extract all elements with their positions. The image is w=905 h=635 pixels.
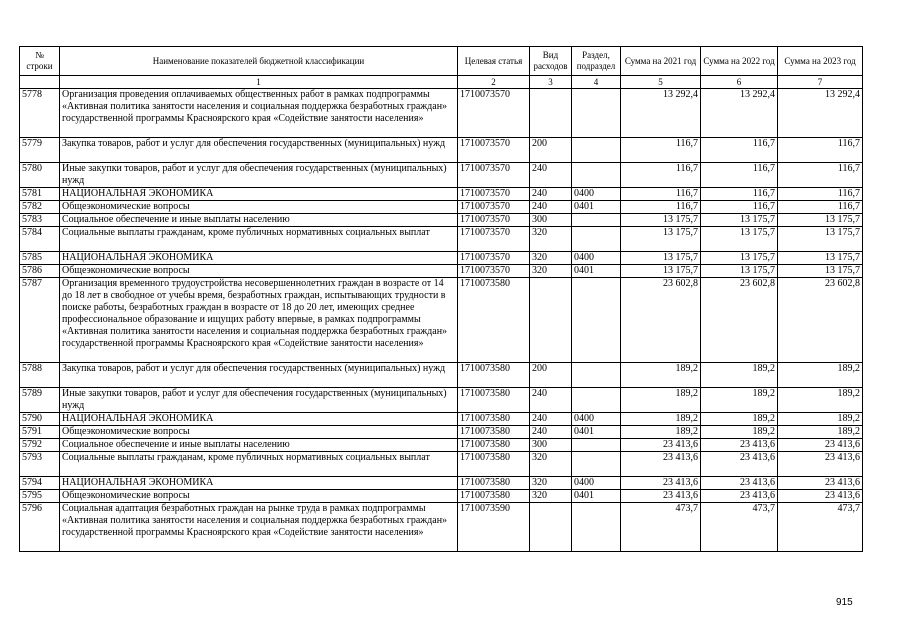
row-sum-2021: 13 175,7 bbox=[621, 227, 701, 252]
row-number: 5793 bbox=[20, 452, 60, 477]
row-section bbox=[572, 214, 621, 227]
row-name: Иные закупки товаров, работ и услуг для обеспечения государственных (муниципальных) нужд bbox=[60, 163, 458, 188]
column-number-row bbox=[20, 76, 863, 89]
row-section bbox=[572, 227, 621, 252]
row-expense-type: 320 bbox=[530, 477, 572, 490]
row-number: 5778 bbox=[20, 89, 60, 138]
table-row bbox=[20, 188, 863, 201]
row-sum-2021: 13 175,7 bbox=[621, 252, 701, 265]
row-sum-2023: 13 175,7 bbox=[778, 252, 863, 265]
row-sum-2022: 23 413,6 bbox=[701, 452, 778, 477]
row-section: 0400 bbox=[572, 477, 621, 490]
row-number: 5789 bbox=[20, 388, 60, 413]
row-name: НАЦИОНАЛЬНАЯ ЭКОНОМИКА bbox=[60, 477, 458, 490]
table-body bbox=[20, 89, 863, 552]
row-sum-2021: 116,7 bbox=[621, 188, 701, 201]
row-expense-type: 240 bbox=[530, 201, 572, 214]
header-sum-2021: Сумма на 2021 год bbox=[621, 47, 701, 76]
row-name: Иные закупки товаров, работ и услуг для обеспечения государственных (муниципальных) нужд bbox=[60, 388, 458, 413]
row-section bbox=[572, 278, 621, 363]
table-row bbox=[20, 163, 863, 188]
row-expense-type: 320 bbox=[530, 252, 572, 265]
row-section bbox=[572, 452, 621, 477]
row-number: 5792 bbox=[20, 439, 60, 452]
row-expense-type: 320 bbox=[530, 452, 572, 477]
row-target-code: 1710073570 bbox=[458, 265, 530, 278]
row-sum-2021: 473,7 bbox=[621, 503, 701, 552]
row-sum-2022: 13 175,7 bbox=[701, 252, 778, 265]
row-name: Социальная адаптация безработных граждан на рынке труда в рамках подпрограммы «Активная политика занятости населения и социальная поддержка безработных граждан» государственной программы Красноярского края «Содействие занятости населения» bbox=[60, 503, 458, 552]
table-row bbox=[20, 252, 863, 265]
table-row bbox=[20, 452, 863, 477]
row-expense-type bbox=[530, 503, 572, 552]
row-sum-2022: 23 602,8 bbox=[701, 278, 778, 363]
row-sum-2023: 116,7 bbox=[778, 163, 863, 188]
row-sum-2021: 116,7 bbox=[621, 201, 701, 214]
row-target-code: 1710073570 bbox=[458, 252, 530, 265]
row-expense-type: 320 bbox=[530, 265, 572, 278]
row-sum-2023: 116,7 bbox=[778, 188, 863, 201]
row-number: 5786 bbox=[20, 265, 60, 278]
row-name: Общеэкономические вопросы bbox=[60, 201, 458, 214]
table-row bbox=[20, 426, 863, 439]
row-target-code: 1710073580 bbox=[458, 452, 530, 477]
row-sum-2023: 13 175,7 bbox=[778, 227, 863, 252]
row-target-code: 1710073580 bbox=[458, 388, 530, 413]
table-row bbox=[20, 89, 863, 138]
row-number: 5781 bbox=[20, 188, 60, 201]
row-sum-2022: 189,2 bbox=[701, 413, 778, 426]
row-name: Социальные выплаты гражданам, кроме публичных нормативных социальных выплат bbox=[60, 227, 458, 252]
row-sum-2023: 23 413,6 bbox=[778, 439, 863, 452]
row-sum-2023: 13 292,4 bbox=[778, 89, 863, 138]
column-number: 3 bbox=[530, 76, 572, 89]
row-target-code: 1710073580 bbox=[458, 363, 530, 388]
table-row bbox=[20, 265, 863, 278]
row-sum-2023: 23 602,8 bbox=[778, 278, 863, 363]
row-target-code: 1710073580 bbox=[458, 413, 530, 426]
table-row bbox=[20, 363, 863, 388]
row-section: 0400 bbox=[572, 188, 621, 201]
row-section: 0401 bbox=[572, 201, 621, 214]
row-number: 5785 bbox=[20, 252, 60, 265]
row-name: Общеэкономические вопросы bbox=[60, 265, 458, 278]
row-sum-2023: 23 413,6 bbox=[778, 490, 863, 503]
row-sum-2022: 116,7 bbox=[701, 138, 778, 163]
row-sum-2021: 23 413,6 bbox=[621, 439, 701, 452]
table-row bbox=[20, 388, 863, 413]
row-sum-2023: 473,7 bbox=[778, 503, 863, 552]
row-sum-2022: 13 175,7 bbox=[701, 214, 778, 227]
table-row bbox=[20, 490, 863, 503]
row-expense-type bbox=[530, 89, 572, 138]
column-number: 5 bbox=[621, 76, 701, 89]
row-expense-type bbox=[530, 278, 572, 363]
row-name: Общеэкономические вопросы bbox=[60, 426, 458, 439]
column-number bbox=[20, 76, 60, 89]
row-name: Закупка товаров, работ и услуг для обеспечения государственных (муниципальных) нужд bbox=[60, 363, 458, 388]
row-sum-2023: 13 175,7 bbox=[778, 265, 863, 278]
row-sum-2022: 189,2 bbox=[701, 426, 778, 439]
table-row bbox=[20, 439, 863, 452]
column-number: 6 bbox=[701, 76, 778, 89]
row-expense-type: 200 bbox=[530, 363, 572, 388]
table-row bbox=[20, 138, 863, 163]
row-sum-2023: 13 175,7 bbox=[778, 214, 863, 227]
header-vid: Вид расходов bbox=[530, 47, 572, 76]
row-name: Социальные выплаты гражданам, кроме публичных нормативных социальных выплат bbox=[60, 452, 458, 477]
row-number: 5780 bbox=[20, 163, 60, 188]
row-sum-2022: 116,7 bbox=[701, 163, 778, 188]
row-number: 5783 bbox=[20, 214, 60, 227]
row-number: 5788 bbox=[20, 363, 60, 388]
row-number: 5790 bbox=[20, 413, 60, 426]
row-sum-2022: 189,2 bbox=[701, 388, 778, 413]
row-name: Закупка товаров, работ и услуг для обеспечения государственных (муниципальных) нужд bbox=[60, 138, 458, 163]
row-target-code: 1710073580 bbox=[458, 426, 530, 439]
row-sum-2021: 23 413,6 bbox=[621, 452, 701, 477]
row-expense-type: 240 bbox=[530, 163, 572, 188]
row-number: 5787 bbox=[20, 278, 60, 363]
column-number: 2 bbox=[458, 76, 530, 89]
page-number: 915 bbox=[836, 597, 853, 608]
row-target-code: 1710073570 bbox=[458, 188, 530, 201]
row-target-code: 1710073590 bbox=[458, 503, 530, 552]
row-sum-2022: 116,7 bbox=[701, 188, 778, 201]
row-section bbox=[572, 363, 621, 388]
column-number: 1 bbox=[60, 76, 458, 89]
row-sum-2022: 23 413,6 bbox=[701, 439, 778, 452]
row-expense-type: 300 bbox=[530, 214, 572, 227]
table-row bbox=[20, 413, 863, 426]
row-target-code: 1710073580 bbox=[458, 490, 530, 503]
row-sum-2021: 23 413,6 bbox=[621, 477, 701, 490]
row-target-code: 1710073570 bbox=[458, 227, 530, 252]
table-row bbox=[20, 201, 863, 214]
row-section: 0401 bbox=[572, 426, 621, 439]
row-sum-2023: 23 413,6 bbox=[778, 452, 863, 477]
row-name: Общеэкономические вопросы bbox=[60, 490, 458, 503]
row-sum-2021: 189,2 bbox=[621, 388, 701, 413]
row-expense-type: 240 bbox=[530, 426, 572, 439]
column-number: 4 bbox=[572, 76, 621, 89]
header-num: № строки bbox=[20, 47, 60, 76]
row-expense-type: 300 bbox=[530, 439, 572, 452]
row-sum-2021: 13 175,7 bbox=[621, 214, 701, 227]
header-name: Наименование показателей бюджетной классификации bbox=[60, 47, 458, 76]
column-number: 7 bbox=[778, 76, 863, 89]
row-sum-2022: 23 413,6 bbox=[701, 477, 778, 490]
row-expense-type: 320 bbox=[530, 490, 572, 503]
row-expense-type: 240 bbox=[530, 388, 572, 413]
row-target-code: 1710073580 bbox=[458, 477, 530, 490]
table-row bbox=[20, 477, 863, 490]
row-sum-2023: 116,7 bbox=[778, 201, 863, 214]
row-sum-2023: 189,2 bbox=[778, 363, 863, 388]
row-target-code: 1710073570 bbox=[458, 214, 530, 227]
header-code: Целевая статья bbox=[458, 47, 530, 76]
row-expense-type: 320 bbox=[530, 227, 572, 252]
row-section bbox=[572, 89, 621, 138]
row-target-code: 1710073570 bbox=[458, 201, 530, 214]
row-expense-type: 200 bbox=[530, 138, 572, 163]
budget-table bbox=[19, 46, 863, 552]
row-number: 5784 bbox=[20, 227, 60, 252]
row-section bbox=[572, 138, 621, 163]
row-number: 5779 bbox=[20, 138, 60, 163]
row-expense-type: 240 bbox=[530, 413, 572, 426]
row-sum-2023: 189,2 bbox=[778, 413, 863, 426]
row-sum-2021: 116,7 bbox=[621, 163, 701, 188]
row-sum-2023: 189,2 bbox=[778, 388, 863, 413]
row-number: 5795 bbox=[20, 490, 60, 503]
row-sum-2022: 13 175,7 bbox=[701, 227, 778, 252]
table-row bbox=[20, 227, 863, 252]
header-row bbox=[20, 47, 863, 76]
row-name: НАЦИОНАЛЬНАЯ ЭКОНОМИКА bbox=[60, 188, 458, 201]
row-target-code: 1710073580 bbox=[458, 439, 530, 452]
row-sum-2021: 116,7 bbox=[621, 138, 701, 163]
row-sum-2022: 13 175,7 bbox=[701, 265, 778, 278]
row-number: 5794 bbox=[20, 477, 60, 490]
row-name: Организация проведения оплачиваемых общественных работ в рамках подпрограммы «Активная политика занятости населения и социальная поддержка безработных граждан» государственной программы Красноярского края «Содействие занятости населения» bbox=[60, 89, 458, 138]
row-section: 0401 bbox=[572, 265, 621, 278]
row-target-code: 1710073580 bbox=[458, 278, 530, 363]
row-sum-2022: 23 413,6 bbox=[701, 490, 778, 503]
row-name: Социальное обеспечение и иные выплаты населению bbox=[60, 214, 458, 227]
row-number: 5782 bbox=[20, 201, 60, 214]
row-sum-2021: 189,2 bbox=[621, 426, 701, 439]
row-sum-2022: 116,7 bbox=[701, 201, 778, 214]
row-sum-2021: 23 413,6 bbox=[621, 490, 701, 503]
row-section: 0400 bbox=[572, 413, 621, 426]
row-sum-2023: 116,7 bbox=[778, 138, 863, 163]
row-sum-2021: 13 175,7 bbox=[621, 265, 701, 278]
row-sum-2021: 189,2 bbox=[621, 413, 701, 426]
header-section: Раздел, подраздел bbox=[572, 47, 621, 76]
row-sum-2023: 189,2 bbox=[778, 426, 863, 439]
row-name: Организация временного трудоустройства несовершеннолетних граждан в возрасте от 14 до 18 лет в свободное от учебы время, безработных граждан, испытывающих трудности в поиске работы, безработных граждан в возрасте от 18 до 20 лет, имеющих среднее профессиональное образование и ищущих работу впервые, в рамках подпрограммы «Активная политика занятости населения и социальная поддержка безработных граждан» государственной программы Красноярского края «Содействие занятости населения» bbox=[60, 278, 458, 363]
row-sum-2022: 189,2 bbox=[701, 363, 778, 388]
row-section bbox=[572, 439, 621, 452]
row-section bbox=[572, 388, 621, 413]
row-sum-2021: 13 292,4 bbox=[621, 89, 701, 138]
row-name: НАЦИОНАЛЬНАЯ ЭКОНОМИКА bbox=[60, 413, 458, 426]
row-name: Социальное обеспечение и иные выплаты населению bbox=[60, 439, 458, 452]
row-target-code: 1710073570 bbox=[458, 89, 530, 138]
row-section bbox=[572, 503, 621, 552]
row-sum-2021: 23 602,8 bbox=[621, 278, 701, 363]
row-sum-2022: 13 292,4 bbox=[701, 89, 778, 138]
row-section bbox=[572, 163, 621, 188]
row-expense-type: 240 bbox=[530, 188, 572, 201]
row-sum-2022: 473,7 bbox=[701, 503, 778, 552]
row-section: 0401 bbox=[572, 490, 621, 503]
row-target-code: 1710073570 bbox=[458, 138, 530, 163]
row-number: 5791 bbox=[20, 426, 60, 439]
row-name: НАЦИОНАЛЬНАЯ ЭКОНОМИКА bbox=[60, 252, 458, 265]
row-sum-2021: 189,2 bbox=[621, 363, 701, 388]
row-section: 0400 bbox=[572, 252, 621, 265]
header-sum-2023: Сумма на 2023 год bbox=[778, 47, 863, 76]
table-row bbox=[20, 503, 863, 552]
table-row bbox=[20, 278, 863, 363]
row-target-code: 1710073570 bbox=[458, 163, 530, 188]
row-sum-2023: 23 413,6 bbox=[778, 477, 863, 490]
table-row bbox=[20, 214, 863, 227]
header-sum-2022: Сумма на 2022 год bbox=[701, 47, 778, 76]
row-number: 5796 bbox=[20, 503, 60, 552]
